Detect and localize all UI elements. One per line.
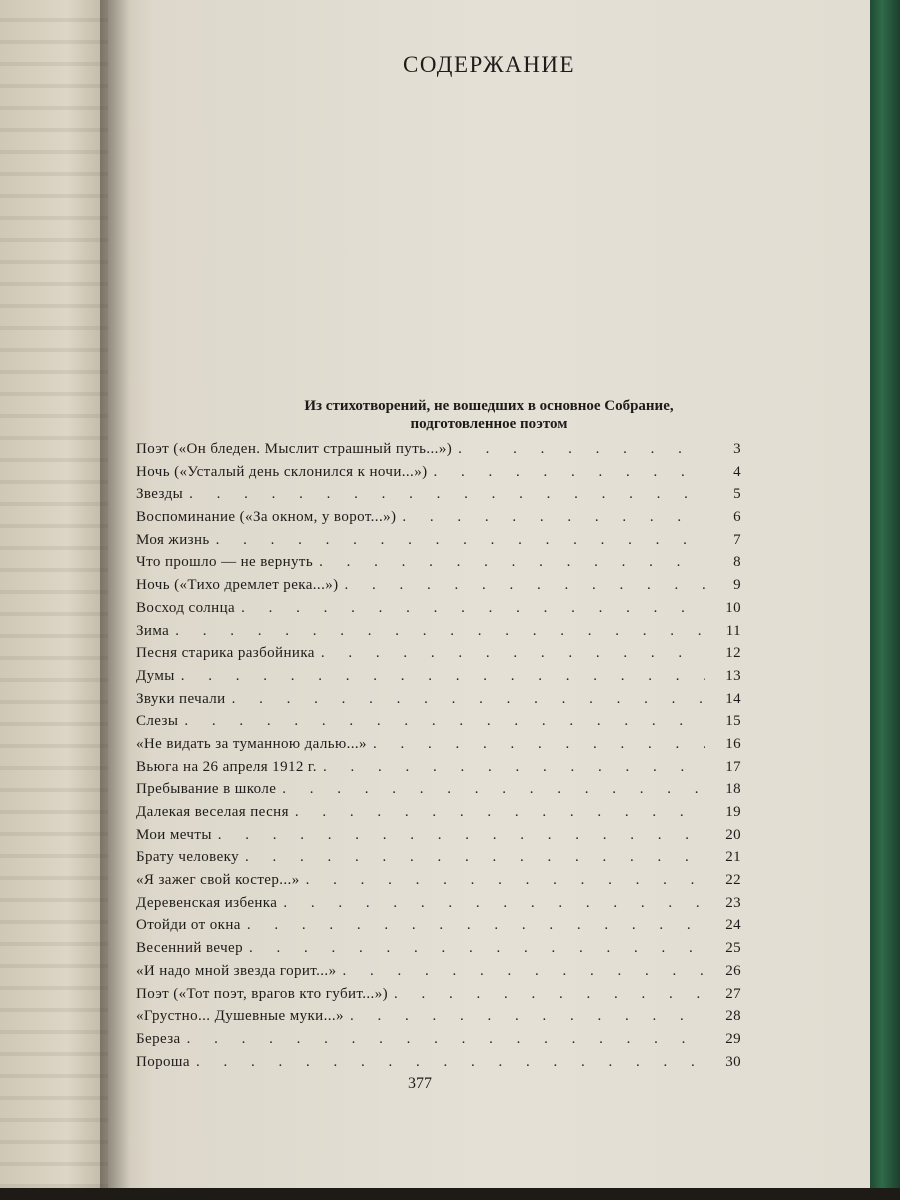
toc-entry-title: Звезды bbox=[136, 486, 184, 503]
toc-entry-title: Думы bbox=[136, 667, 175, 684]
toc-entry bbox=[136, 759, 741, 782]
dot-leader bbox=[321, 645, 705, 662]
toc-entry bbox=[136, 532, 741, 555]
toc-entry bbox=[136, 1054, 741, 1077]
toc-entry bbox=[136, 623, 741, 646]
toc-entry-page: 19 bbox=[725, 804, 741, 820]
toc-entry bbox=[136, 895, 741, 918]
dot-leader bbox=[373, 736, 705, 753]
toc-entry-page: 28 bbox=[725, 1008, 741, 1025]
dot-leader bbox=[394, 986, 705, 1003]
toc-entry-page: 29 bbox=[725, 1030, 741, 1047]
toc-entry bbox=[136, 963, 741, 986]
toc-entry bbox=[136, 1031, 741, 1054]
toc-entry-title: «Я зажег свой костер...» bbox=[136, 872, 300, 889]
section-title-line-1: Из стихотворений, не вошедших в основное Собрание, bbox=[304, 398, 674, 414]
book-cover-edge bbox=[870, 0, 900, 1200]
dot-leader bbox=[458, 441, 705, 458]
dot-leader bbox=[345, 577, 705, 594]
toc-entry-page: 7 bbox=[733, 531, 741, 548]
bottom-shadow bbox=[0, 1188, 900, 1200]
toc-entry-title: Береза bbox=[136, 1030, 181, 1047]
toc-entry-title: Воспоминание («За окном, у ворот...») bbox=[136, 509, 397, 526]
section-title bbox=[108, 397, 870, 433]
dot-leader bbox=[196, 1054, 705, 1071]
dot-leader bbox=[216, 532, 705, 549]
toc-entry-title: Звуки печали bbox=[136, 690, 226, 707]
toc-entry-page: 10 bbox=[725, 599, 741, 616]
toc-entry-page: 26 bbox=[725, 962, 741, 979]
dot-leader bbox=[245, 849, 705, 866]
dot-leader bbox=[323, 759, 705, 776]
toc-entry-title: Пребывание в школе bbox=[136, 781, 277, 798]
toc-entry-title: «Грустно... Душевные муки...» bbox=[136, 1008, 344, 1025]
toc-entry-title: Вьюга на 26 апреля 1912 г. bbox=[136, 758, 317, 775]
toc-entry-title: «Не видать за туманною далью...» bbox=[136, 735, 367, 752]
dot-leader bbox=[342, 963, 705, 980]
dot-leader bbox=[187, 1031, 705, 1048]
toc-entry-page: 5 bbox=[733, 486, 741, 503]
left-page-edge bbox=[0, 0, 112, 1200]
toc-entry bbox=[136, 486, 741, 509]
spine-shadow bbox=[100, 0, 130, 1200]
toc-entry-title: Мои мечты bbox=[136, 826, 212, 843]
dot-leader bbox=[184, 713, 705, 730]
toc-entry bbox=[136, 464, 741, 487]
toc-entry-title: Восход солнца bbox=[136, 599, 236, 616]
dot-leader bbox=[232, 691, 705, 708]
toc-entry bbox=[136, 713, 741, 736]
toc-entry-title: Пороша bbox=[136, 1053, 190, 1070]
dot-leader bbox=[402, 509, 705, 526]
toc-entry-title: Слезы bbox=[136, 713, 179, 730]
toc-entry-title: Поэт («Тот поэт, врагов кто губит...») bbox=[136, 985, 389, 1002]
toc-entry bbox=[136, 600, 741, 623]
dot-leader bbox=[218, 827, 705, 844]
toc-entry-page: 27 bbox=[725, 985, 741, 1002]
toc-entry-title: Далекая веселая песня bbox=[136, 804, 289, 820]
toc-entry-title: Брату человеку bbox=[136, 849, 240, 866]
toc-entry bbox=[136, 554, 741, 577]
toc-entry bbox=[136, 940, 741, 963]
toc-entry-title: Зима bbox=[136, 622, 170, 639]
toc-entry bbox=[136, 917, 741, 940]
toc-entry-title: Поэт («Он бледен. Мыслит страшный путь...») bbox=[136, 441, 453, 457]
toc-entry-page: 11 bbox=[725, 622, 741, 639]
toc-entry-page: 14 bbox=[725, 690, 741, 707]
toc-entry-page: 24 bbox=[725, 917, 741, 934]
toc-entry-page: 18 bbox=[725, 781, 741, 798]
toc-entry-page: 16 bbox=[725, 735, 741, 752]
dot-leader bbox=[434, 464, 706, 481]
toc-entry-page: 17 bbox=[725, 758, 741, 775]
toc-entry bbox=[136, 509, 741, 532]
toc-entry-page: 22 bbox=[725, 872, 741, 889]
dot-leader bbox=[282, 781, 705, 798]
dot-leader bbox=[306, 872, 705, 889]
toc-entry-page: 30 bbox=[725, 1053, 741, 1070]
dot-leader bbox=[247, 917, 705, 934]
toc-entry-title: Песня старика разбойника bbox=[136, 645, 315, 662]
section-title-line-2: подготовленное поэтом bbox=[410, 416, 568, 432]
toc-entry-page: 6 bbox=[733, 509, 741, 526]
contents-heading: СОДЕРЖАНИЕ bbox=[402, 52, 575, 77]
page-number: 377 bbox=[408, 1075, 432, 1092]
toc-entry-title: Моя жизнь bbox=[136, 531, 210, 548]
toc-entry-page: 21 bbox=[725, 849, 741, 866]
toc-entry bbox=[136, 691, 741, 714]
toc-entry bbox=[136, 1008, 741, 1031]
dot-leader bbox=[189, 486, 705, 503]
dot-leader bbox=[249, 940, 705, 957]
dot-leader bbox=[181, 668, 705, 685]
toc-entry-page: 8 bbox=[733, 554, 741, 571]
toc-entry-page: 9 bbox=[733, 577, 741, 594]
toc-entry bbox=[136, 872, 741, 895]
dot-leader bbox=[295, 804, 705, 821]
left-page-bleed-text bbox=[0, 0, 112, 1200]
dot-leader bbox=[319, 554, 705, 571]
toc-entry-page: 3 bbox=[733, 441, 741, 457]
toc-entry bbox=[136, 577, 741, 600]
toc-entry-page: 20 bbox=[725, 826, 741, 843]
toc-entry bbox=[136, 645, 741, 668]
toc-entry-page: 12 bbox=[725, 645, 741, 662]
toc-entry-page: 15 bbox=[725, 713, 741, 730]
dot-leader bbox=[175, 623, 705, 640]
dot-leader bbox=[350, 1008, 705, 1025]
dot-leader bbox=[241, 600, 705, 617]
toc-entry bbox=[136, 804, 741, 827]
toc-entry-title: Ночь («Усталый день склонился к ночи...») bbox=[136, 463, 428, 480]
toc-entry bbox=[136, 736, 741, 759]
toc-entry-title: Что прошло — не вернуть bbox=[136, 554, 314, 571]
toc-entry-page: 23 bbox=[725, 894, 741, 911]
toc-entry-page: 25 bbox=[725, 940, 741, 957]
toc-entry bbox=[136, 781, 741, 804]
toc-entry bbox=[136, 441, 741, 464]
dot-leader bbox=[283, 895, 705, 912]
toc-entry bbox=[136, 827, 741, 850]
toc-entry-page: 4 bbox=[733, 463, 741, 480]
toc-entry bbox=[136, 668, 741, 691]
toc-entry-title: Ночь («Тихо дремлет река...») bbox=[136, 577, 339, 594]
toc-entry-title: Деревенская избенка bbox=[136, 894, 278, 911]
toc-list bbox=[136, 441, 741, 1076]
toc-entry-title: Отойди от окна bbox=[136, 917, 241, 934]
toc-entry-title: «И надо мной звезда горит...» bbox=[136, 962, 337, 979]
toc-entry-title: Весенний вечер bbox=[136, 940, 243, 957]
toc-entry bbox=[136, 986, 741, 1009]
toc-entry-page: 13 bbox=[725, 667, 741, 684]
toc-entry bbox=[136, 849, 741, 872]
